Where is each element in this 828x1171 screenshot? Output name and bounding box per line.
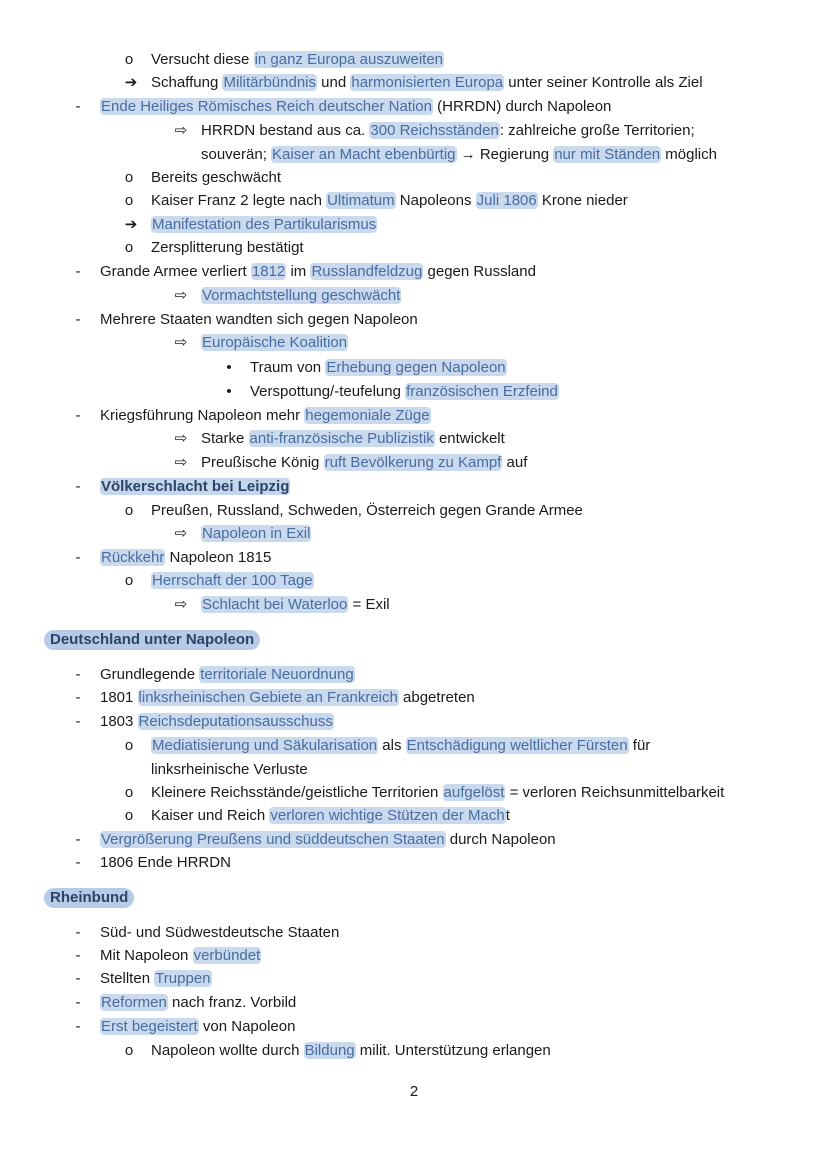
page-number: 2 [409,1083,419,1100]
dash-bullet-icon: - [75,549,81,566]
list-item-text: Erst begeistert von Napoleon [101,1018,296,1035]
dash-bullet-icon: - [75,713,81,730]
list-item-text: Mit Napoleon verbündet [100,947,261,964]
circle-bullet-icon: o [124,1042,134,1059]
list-item-text: Kaiser und Reich verloren wichtige Stützen der Macht [151,807,510,824]
dash-bullet-icon: - [75,407,81,424]
implies-arrow-icon: ⇨ [174,525,188,542]
arrow-right-icon: ➔ [124,216,138,233]
list-item-text: Europäische Koalition [202,334,348,351]
list-item-text: 1806 Ende HRRDN [100,854,231,871]
dash-bullet-icon: - [75,98,81,115]
list-item-text: Ende Heiliges Römisches Reich deutscher Nation (HRRDN) durch Napoleon [101,98,612,115]
list-item-text: Zersplitterung bestätigt [151,239,304,256]
dot-bullet-icon: • [226,383,232,400]
dash-bullet-icon: - [75,1018,81,1035]
dash-bullet-icon: - [75,689,81,706]
list-item-text: Vormachtstellung geschwächt [202,287,401,304]
implies-arrow-icon: ⇨ [174,122,188,139]
list-item-text: Stellten Truppen [100,970,211,987]
list-item-text: Reformen nach franz. Vorbild [101,994,297,1011]
circle-bullet-icon: o [124,807,134,824]
section-heading: Rheinbund [44,888,134,908]
dash-bullet-icon: - [75,263,81,280]
list-item-text: Preußen, Russland, Schweden, Österreich gegen Grande Armee [151,502,583,519]
circle-bullet-icon: o [124,169,134,186]
list-item-text: souverän; Kaiser an Macht ebenbürtig → Regierung nur mit Ständen möglich [201,146,717,163]
arrow-right-icon: ➔ [124,74,138,91]
circle-bullet-icon: o [124,51,134,68]
list-item-text: Manifestation des Partikularismus [152,216,377,233]
list-item-text: Kleinere Reichsstände/geistliche Territorien aufgelöst = verloren Reichsunmittelbarkeit [151,784,725,801]
list-item-text: 1801 linksrheinischen Gebiete an Frankreich abgetreten [100,689,475,706]
dash-bullet-icon: - [75,947,81,964]
list-item-text: Vergrößerung Preußens und süddeutschen Staaten durch Napoleon [101,831,556,848]
circle-bullet-icon: o [124,737,134,754]
list-item-text: Bereits geschwächt [151,169,282,186]
circle-bullet-icon: o [124,502,134,519]
implies-arrow-icon: ⇨ [174,287,188,304]
list-item-text: Napoleon in Exil [202,525,311,542]
list-item-text: Mediatisierung und Säkularisation als Entschädigung weltlicher Fürsten für [152,737,651,754]
dash-bullet-icon: - [75,478,81,495]
dash-bullet-icon: - [75,666,81,683]
list-item-text: Napoleon wollte durch Bildung milit. Unterstützung erlangen [151,1042,551,1059]
list-item-text: Mehrere Staaten wandten sich gegen Napoleon [100,311,418,328]
list-item-text: Schaffung Militärbündnis und harmonisierten Europa unter seiner Kontrolle als Ziel [151,74,703,91]
dot-bullet-icon: • [226,359,232,376]
list-item-text: Grundlegende territoriale Neuordnung [100,666,354,683]
list-item-text: 1803 Reichsdeputationsausschuss [100,713,333,730]
dash-bullet-icon: - [75,311,81,328]
dash-bullet-icon: - [75,970,81,987]
list-item-text: Kriegsführung Napoleon mehr hegemoniale Züge [100,407,430,424]
circle-bullet-icon: o [124,572,134,589]
circle-bullet-icon: o [124,192,134,209]
list-item-text: Versucht diese in ganz Europa auszuweiten [151,51,444,68]
section-heading: Deutschland unter Napoleon [44,630,260,650]
circle-bullet-icon: o [124,784,134,801]
implies-arrow-icon: ⇨ [174,596,188,613]
list-item-text: Rückkehr Napoleon 1815 [101,549,272,566]
dash-bullet-icon: - [75,994,81,1011]
list-item-text: linksrheinische Verluste [151,761,308,778]
list-item-text: Starke anti-französische Publizistik entwickelt [201,430,505,447]
implies-arrow-icon: ⇨ [174,430,188,447]
list-item-text: Völkerschlacht bei Leipzig [101,478,290,495]
list-item-text: Herrschaft der 100 Tage [152,572,313,589]
list-item-text: Schlacht bei Waterloo = Exil [202,596,390,613]
list-item-text: Grande Armee verliert 1812 im Russlandfeldzug gegen Russland [100,263,536,280]
list-item-text: Verspottung/-teufelung französischen Erzfeind [250,383,558,400]
list-item-text: HRRDN bestand aus ca. 300 Reichsständen: zahlreiche große Territorien; [201,122,695,139]
implies-arrow-icon: ⇨ [174,454,188,471]
list-item-text: Preußische König ruft Bevölkerung zu Kampf auf [201,454,528,471]
dash-bullet-icon: - [75,854,81,871]
list-item-text: Traum von Erhebung gegen Napoleon [250,359,506,376]
dash-bullet-icon: - [75,924,81,941]
list-item-text: Kaiser Franz 2 legte nach Ultimatum Napoleons Juli 1806 Krone nieder [151,192,628,209]
circle-bullet-icon: o [124,239,134,256]
dash-bullet-icon: - [75,831,81,848]
implies-arrow-icon: ⇨ [174,334,188,351]
list-item-text: Süd- und Südwestdeutsche Staaten [100,924,340,941]
